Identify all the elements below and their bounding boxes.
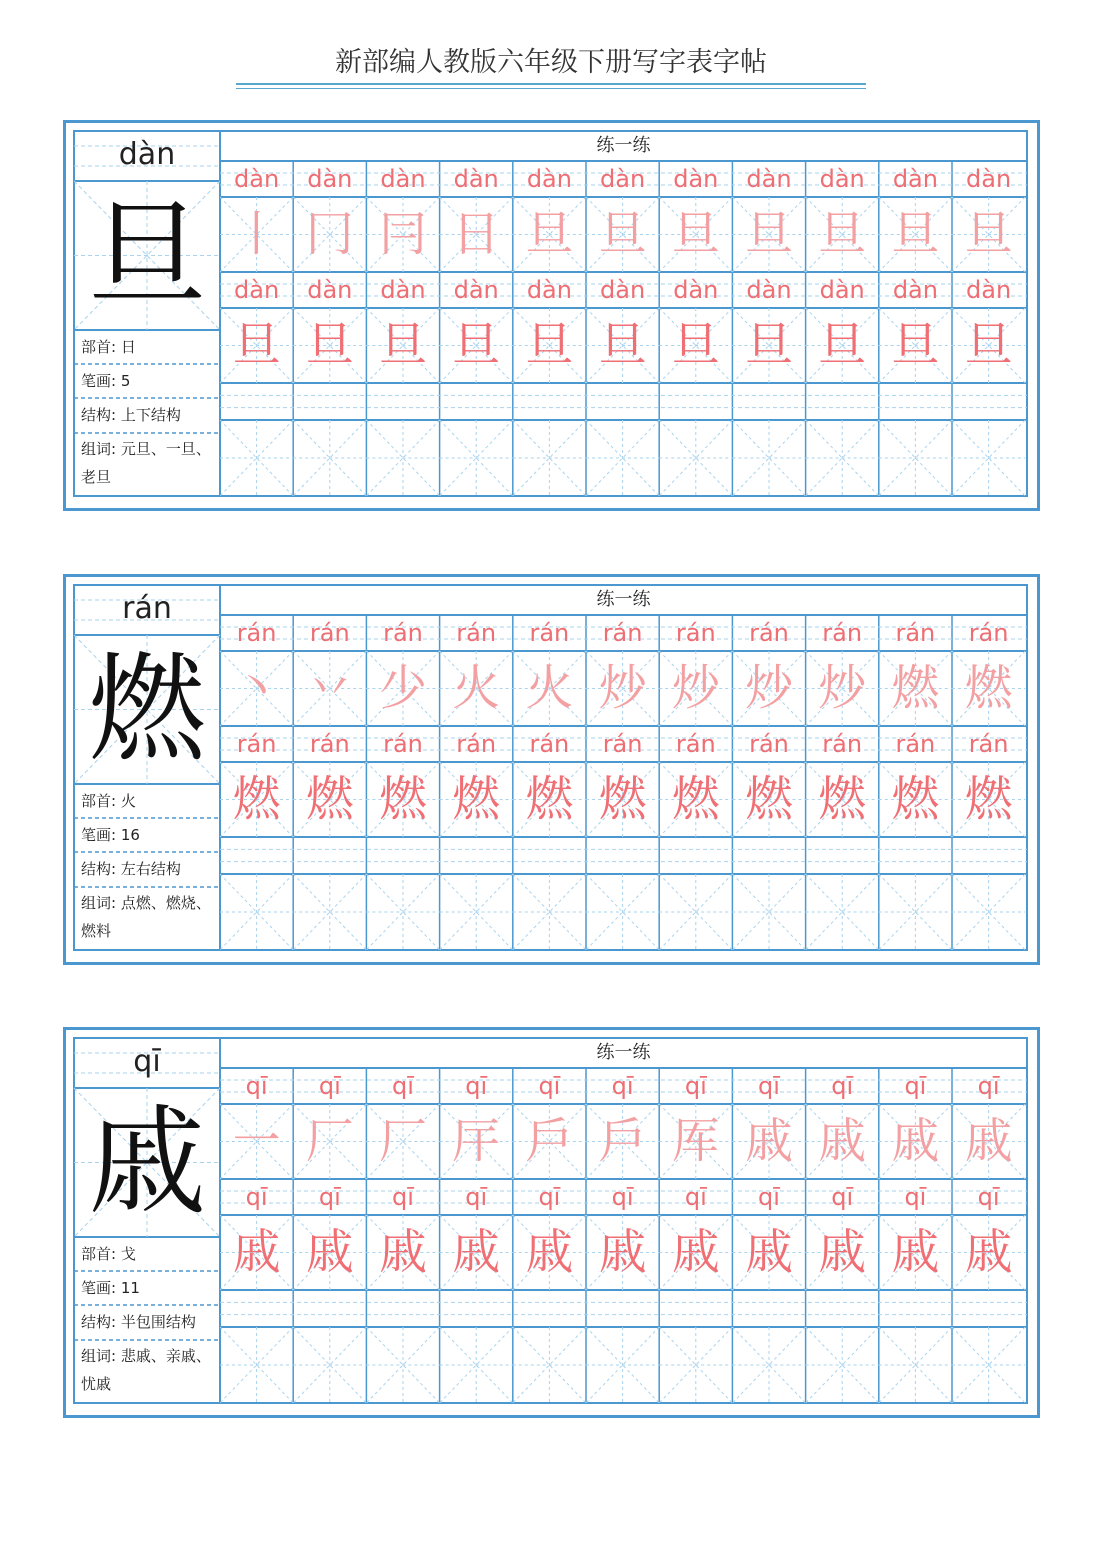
structure-info: 结构: 上下结构 (81, 406, 181, 424)
practice-pinyin: qī (977, 1072, 1000, 1100)
page-title: 新部编人教版六年级下册写字表字帖 (335, 47, 767, 78)
practice-pinyin: dàn (600, 165, 646, 193)
trace-character: 燃 (378, 771, 427, 827)
practice-pinyin: rán (309, 730, 350, 758)
practice-pinyin: dàn (307, 276, 353, 304)
practice-pinyin: rán (309, 619, 350, 647)
main-pinyin: dàn (118, 137, 176, 172)
stroke-order-character: 旦 (891, 206, 940, 262)
stroke-count-info: 笔画: 16 (81, 826, 140, 844)
stroke-order-character: 一 (232, 1113, 281, 1169)
practice-pinyin: rán (529, 619, 570, 647)
practice-pinyin: rán (895, 730, 936, 758)
trace-character: 旦 (378, 317, 427, 373)
stroke-order-character: 丷 (305, 660, 354, 716)
practice-pinyin: qī (831, 1183, 854, 1211)
practice-pinyin: rán (675, 730, 716, 758)
stroke-order-character: 厂 (305, 1113, 354, 1169)
words-info: 组词: 悲戚、亲戚、忧戚 (81, 1347, 211, 1393)
trace-character: 燃 (305, 771, 354, 827)
trace-character: 旦 (744, 317, 793, 373)
practice-label: 练一练 (596, 135, 651, 156)
practice-pinyin: rán (968, 619, 1009, 647)
trace-character: 旦 (671, 317, 720, 373)
stroke-order-character: 厍 (671, 1113, 720, 1169)
practice-pinyin: qī (465, 1183, 488, 1211)
character-block-content (0, 120, 1102, 520)
stroke-count-info: 笔画: 11 (81, 1279, 140, 1297)
trace-character: 燃 (232, 771, 281, 827)
practice-pinyin: dàn (453, 276, 499, 304)
main-character: 戚 (87, 1093, 206, 1231)
practice-pinyin: dàn (892, 276, 938, 304)
structure-info: 结构: 左右结构 (81, 860, 181, 878)
practice-pinyin: dàn (453, 165, 499, 193)
main-character: 旦 (87, 186, 206, 324)
stroke-order-character: 戚 (891, 1113, 940, 1169)
trace-character: 燃 (671, 771, 720, 827)
practice-pinyin: rán (529, 730, 570, 758)
stroke-order-character: 少 (378, 660, 427, 716)
practice-pinyin: rán (968, 730, 1009, 758)
practice-pinyin: dàn (234, 165, 280, 193)
trace-character: 旦 (232, 317, 281, 373)
trace-character: 燃 (525, 771, 574, 827)
stroke-order-character: 厈 (452, 1113, 501, 1169)
trace-character: 旦 (525, 317, 574, 373)
trace-character: 戚 (452, 1224, 501, 1280)
stroke-order-character: 旦 (671, 206, 720, 262)
words-info: 组词: 元旦、一旦、老旦 (81, 440, 211, 486)
practice-pinyin: qī (245, 1072, 268, 1100)
practice-pinyin: dàn (307, 165, 353, 193)
practice-pinyin: qī (684, 1072, 707, 1100)
practice-pinyin: qī (538, 1072, 561, 1100)
stroke-order-character: 丨 (232, 206, 281, 262)
practice-pinyin: dàn (673, 276, 719, 304)
stroke-order-character: 炒 (671, 660, 720, 716)
practice-pinyin: qī (318, 1183, 341, 1211)
main-pinyin: qī (133, 1044, 161, 1079)
practice-pinyin: qī (245, 1183, 268, 1211)
practice-pinyin: rán (383, 619, 423, 647)
stroke-order-character: 日 (452, 206, 501, 262)
practice-pinyin: rán (456, 619, 497, 647)
practice-pinyin: qī (611, 1183, 634, 1211)
trace-character: 戚 (598, 1224, 647, 1280)
practice-pinyin: rán (895, 619, 936, 647)
stroke-order-character: 戚 (964, 1113, 1013, 1169)
stroke-order-character: 旦 (744, 206, 793, 262)
practice-label: 练一练 (596, 589, 651, 610)
stroke-order-character: 火 (452, 660, 501, 716)
practice-pinyin: qī (318, 1072, 341, 1100)
practice-pinyin: qī (465, 1072, 488, 1100)
practice-pinyin: qī (392, 1072, 414, 1100)
practice-pinyin: dàn (819, 165, 865, 193)
practice-pinyin: rán (675, 619, 716, 647)
practice-pinyin: rán (749, 619, 789, 647)
stroke-order-character: 旦 (818, 206, 867, 262)
stroke-order-character: 炒 (598, 660, 647, 716)
practice-pinyin: rán (383, 730, 423, 758)
character-block-content (0, 574, 1102, 974)
radical-info: 部首: 日 (81, 338, 136, 356)
practice-pinyin: rán (456, 730, 497, 758)
practice-pinyin: rán (236, 730, 277, 758)
trace-character: 戚 (305, 1224, 354, 1280)
practice-pinyin: rán (602, 619, 643, 647)
practice-pinyin: qī (538, 1183, 561, 1211)
practice-pinyin: qī (392, 1183, 414, 1211)
trace-character: 燃 (452, 771, 501, 827)
trace-character: 戚 (671, 1224, 720, 1280)
stroke-order-character: 火 (525, 660, 574, 716)
practice-pinyin: dàn (526, 165, 572, 193)
trace-character: 旦 (891, 317, 940, 373)
stroke-order-character: 冃 (378, 206, 427, 262)
radical-info: 部首: 火 (81, 792, 136, 810)
practice-label: 练一练 (596, 1042, 651, 1063)
practice-pinyin: qī (758, 1183, 780, 1211)
trace-character: 燃 (891, 771, 940, 827)
practice-pinyin: dàn (380, 165, 426, 193)
structure-info: 结构: 半包围结构 (81, 1313, 196, 1331)
stroke-order-character: 炒 (818, 660, 867, 716)
words-info: 组词: 点燃、燃烧、燃料 (81, 894, 211, 940)
stroke-order-character: 炒 (744, 660, 793, 716)
practice-pinyin: qī (904, 1072, 927, 1100)
practice-pinyin: dàn (966, 165, 1012, 193)
practice-pinyin: dàn (966, 276, 1012, 304)
practice-pinyin: qī (831, 1072, 854, 1100)
practice-pinyin: qī (904, 1183, 927, 1211)
practice-pinyin: qī (758, 1072, 780, 1100)
trace-character: 戚 (232, 1224, 281, 1280)
main-character: 燃 (87, 640, 206, 778)
practice-pinyin: qī (977, 1183, 1000, 1211)
practice-pinyin: dàn (526, 276, 572, 304)
trace-character: 戚 (525, 1224, 574, 1280)
radical-info: 部首: 戈 (81, 1245, 136, 1263)
trace-character: 旦 (964, 317, 1013, 373)
stroke-order-character: 丶 (232, 660, 281, 716)
stroke-order-character: 旦 (964, 206, 1013, 262)
stroke-count-info: 笔画: 5 (81, 372, 131, 390)
stroke-order-character: 厂 (378, 1113, 427, 1169)
trace-character: 燃 (818, 771, 867, 827)
trace-character: 戚 (891, 1224, 940, 1280)
title-underline-thin (236, 88, 866, 89)
trace-character: 戚 (818, 1224, 867, 1280)
trace-character: 燃 (744, 771, 793, 827)
practice-pinyin: dàn (746, 165, 792, 193)
stroke-order-character: 燃 (891, 660, 940, 716)
stroke-order-character: 冂 (305, 206, 354, 262)
stroke-order-character: 戶 (598, 1113, 647, 1169)
practice-pinyin: dàn (234, 276, 280, 304)
trace-character: 旦 (818, 317, 867, 373)
practice-pinyin: qī (611, 1072, 634, 1100)
trace-character: 旦 (452, 317, 501, 373)
stroke-order-character: 旦 (598, 206, 647, 262)
practice-pinyin: dàn (746, 276, 792, 304)
stroke-order-character: 旦 (525, 206, 574, 262)
trace-character: 戚 (744, 1224, 793, 1280)
trace-character: 旦 (598, 317, 647, 373)
title-underline (236, 83, 866, 85)
practice-pinyin: rán (749, 730, 789, 758)
practice-pinyin: dàn (380, 276, 426, 304)
stroke-order-character: 戚 (818, 1113, 867, 1169)
practice-pinyin: qī (684, 1183, 707, 1211)
stroke-order-character: 燃 (964, 660, 1013, 716)
practice-pinyin: dàn (819, 276, 865, 304)
trace-character: 旦 (305, 317, 354, 373)
main-pinyin: rán (122, 591, 172, 626)
practice-pinyin: rán (822, 619, 863, 647)
practice-pinyin: dàn (673, 165, 719, 193)
trace-character: 燃 (598, 771, 647, 827)
practice-pinyin: dàn (600, 276, 646, 304)
practice-pinyin: rán (822, 730, 863, 758)
practice-pinyin: rán (236, 619, 277, 647)
stroke-order-character: 戶 (525, 1113, 574, 1169)
trace-character: 戚 (378, 1224, 427, 1280)
character-block-content (0, 1027, 1102, 1427)
trace-character: 燃 (964, 771, 1013, 827)
practice-pinyin: rán (602, 730, 643, 758)
practice-pinyin: dàn (892, 165, 938, 193)
stroke-order-character: 戚 (744, 1113, 793, 1169)
trace-character: 戚 (964, 1224, 1013, 1280)
